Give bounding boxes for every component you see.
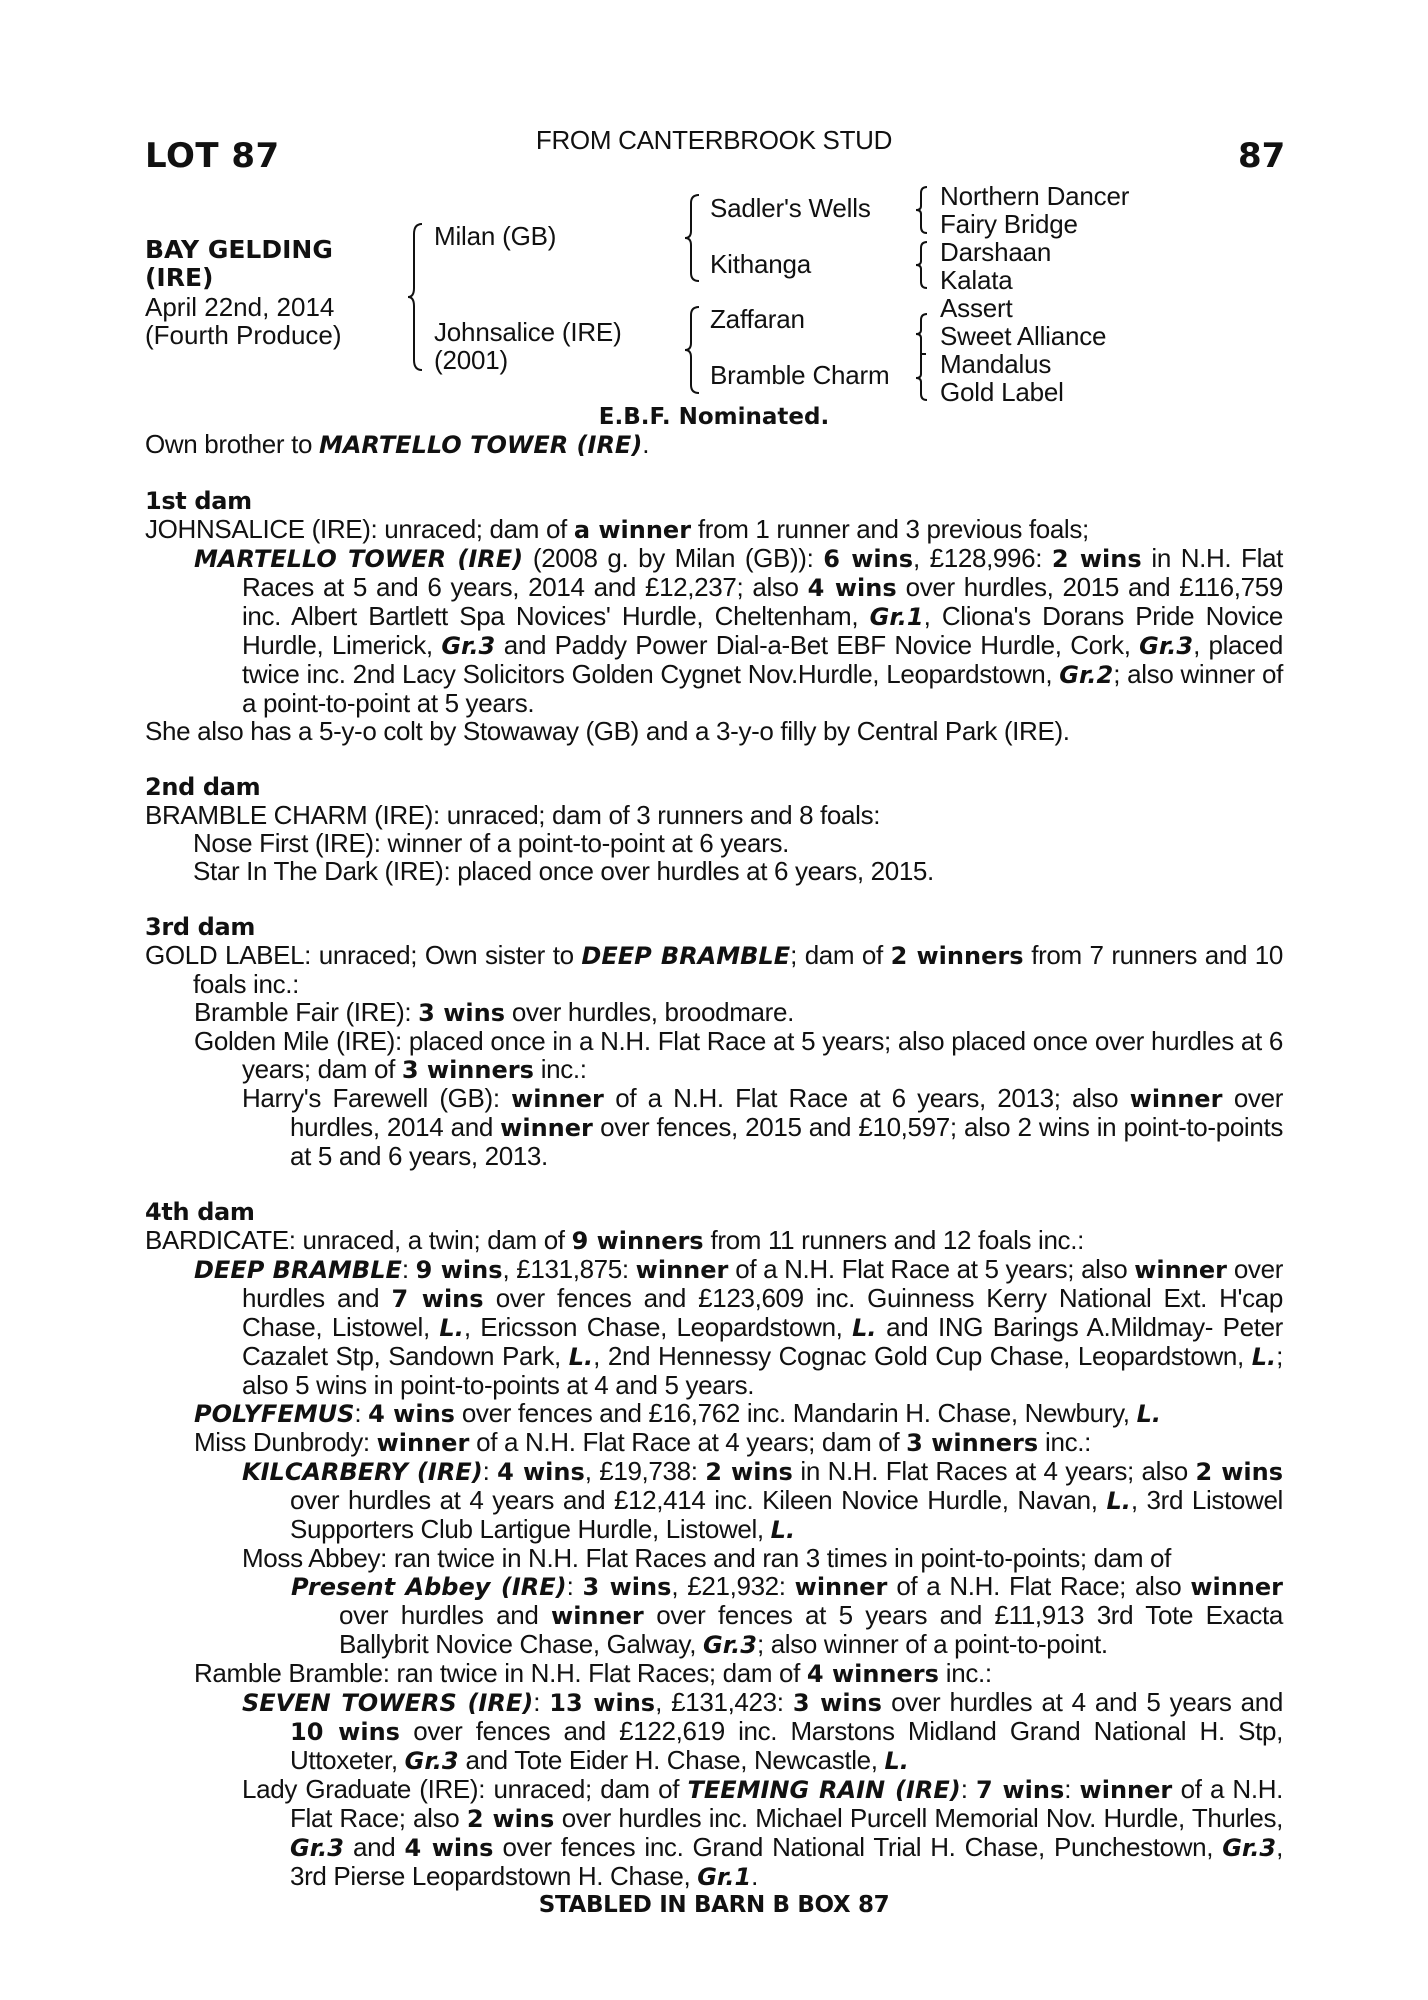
fourth-dam-p9 [145,1688,1283,1775]
fourth-dam-p3 [145,1399,1283,1428]
lot-label: LOT 87 [145,136,280,176]
text-run: in N.H. Flat Races at 5 and 6 years, 2014 and £12,237; also [242,543,1283,602]
text-run: ; also winner of a point-to-point at 5 years. [242,659,1284,718]
text-run: , 2nd Hennessy Cognac Gold Cup Chase, Leopardstown, [593,1341,1252,1371]
text-run: Own brother to [145,429,319,459]
pedigree-dam: Johnsalice (IRE) [434,317,622,347]
horse-title [145,236,333,292]
emphasis-text: 7 wins [391,1285,484,1313]
text-run: , 3rd Listowel Supporters Club Lartigue Hurdle, Listowel, [290,1485,1283,1544]
text-run: . [751,1861,759,1891]
pedigree-brace-g2 [914,240,930,290]
pedigree-dam-year: (2001) [434,345,508,375]
pedigree-dam-dam: Bramble Charm [710,360,890,390]
text-run: over hurdles at 4 and 5 years and [881,1687,1284,1717]
second-dam-p1: BRAMBLE CHARM (IRE): unraced; dam of 3 runners and 8 foals: [145,800,881,830]
text-run: of a N.H. Flat Race at 6 years, 2013; also [603,1083,1130,1113]
horse-name: KILCARBERY (IRE) [242,1458,483,1486]
emphasis-text: winner [1134,1256,1227,1284]
pedigree-dam-sire: Zaffaran [710,304,805,334]
text-run: ; dam of [790,940,891,970]
third-dam-p1 [145,941,1283,998]
emphasis-text: 4 wins [497,1458,585,1486]
text-run: over fences, 2015 and £10,597; also 2 wins in point-to-points at 5 and 6 years, 2013. [290,1112,1283,1171]
text-run: over hurdles, 2015 and £116,759 inc. Albert Bartlett Spa Novices' Hurdle, Cheltenham, [242,572,1283,631]
horse-name: MARTELLO TOWER (IRE) [194,545,524,573]
text-run: Lady Graduate (IRE): unraced; dam of [242,1774,688,1804]
third-dam-p3 [145,1027,1283,1084]
pedigree-brace-g1 [914,185,930,235]
text-run: , Ericsson Chase, Leopardstown, [463,1312,853,1342]
text-run: : [960,1774,976,1804]
pedigree-g-3: Darshaan [940,237,1052,267]
first-dam-p1 [145,515,1283,544]
pedigree-sire-dam: Kithanga [710,249,812,279]
emphasis-text: winner [376,1429,470,1457]
grade-label: Gr.3 [703,1631,757,1659]
text-run: of a N.H. Flat Race at 5 years; also [728,1254,1135,1284]
grade-label: L. [439,1314,464,1342]
emphasis-text: winner [1079,1776,1173,1804]
text-run: from 1 runner and 3 previous foals; [691,514,1089,544]
first-dam-p3: She also has a 5-y-o colt by Stowaway (GB) and a 3-y-o filly by Central Park (IRE). [145,716,1070,746]
emphasis-text: 2 wins [705,1458,793,1486]
emphasis-text: winner [500,1114,593,1142]
horse-details [145,293,342,349]
emphasis-text: 4 winners [806,1660,939,1688]
grade-label: L. [884,1747,909,1775]
consignor: FROM CANTERBROOK STUD [535,125,893,155]
fourth-dam-p5 [145,1457,1283,1544]
text-run: : [401,1254,416,1284]
text-run: . [642,429,650,459]
emphasis-text: 3 winners [401,1056,534,1084]
text-run: over fences and £122,619 inc. Marstons Midland Grand National H. Stp, Uttoxeter, [290,1716,1283,1775]
text-run: : [533,1687,550,1717]
pedigree-g-4: Kalata [940,265,1013,295]
emphasis-text: 4 wins [807,574,897,602]
text-run: over hurdles and [242,1254,1284,1313]
text-run: inc.: [1038,1427,1091,1457]
emphasis-text: 3 wins [418,999,505,1027]
text-run: , £19,738: [584,1456,706,1486]
horse-name: DEEP BRAMBLE [581,942,791,970]
text-run: (2008 g. by Milan (GB)): [523,543,824,573]
text-run: Miss Dunbrody: [194,1427,377,1457]
grade-label: Gr.2 [1059,661,1114,689]
pedigree-g-2: Fairy Bridge [940,209,1078,239]
grade-label: Gr.3 [290,1834,344,1862]
emphasis-text: 2 winners [890,942,1024,970]
text-run: over hurdles inc. Michael Purcell Memorial Nov. Hurdle, Thurles, [554,1803,1284,1833]
pedigree-brace-main [406,222,426,372]
pedigree-brace-g3 [914,312,930,402]
text-run: over fences and £16,762 inc. Mandarin H. Chase, Newbury, [454,1398,1137,1428]
emphasis-text: winner [794,1573,888,1601]
text-run: from 7 runners and 10 foals inc.: [193,940,1283,999]
text-run: : [566,1571,583,1601]
text-run: inc.: [533,1054,587,1084]
emphasis-text: a winner [573,516,692,544]
emphasis-text: 13 wins [549,1689,656,1717]
ebf-nominated: E.B.F. Nominated. [598,404,830,430]
own-brother-note [145,430,1283,459]
second-dam-p2: Nose First (IRE): winner of a point-to-point at 6 years. [193,828,789,858]
text-run: ; also winner of a point-to-point. [756,1629,1108,1659]
horse-name: POLYFEMUS [194,1400,355,1428]
fourth-dam-p2 [145,1255,1283,1399]
emphasis-text: 3 winners [906,1429,1039,1457]
emphasis-text: 7 wins [975,1776,1065,1804]
stabling-info: STABLED IN BARN B BOX 87 [538,1892,890,1918]
fourth-dam-p6: Moss Abbey: ran twice in N.H. Flat Races and ran 3 times in point-to-points; dam of [242,1543,1172,1573]
text-run: of a N.H. Flat Race; also [887,1571,1191,1601]
text-run: ; also 5 wins in point-to-points at 4 and 5 years. [242,1341,1283,1400]
grade-label: Gr.3 [1222,1834,1277,1862]
fourth-dam-p4 [145,1428,1283,1457]
text-run: : [354,1398,369,1428]
fourth-dam-p8 [145,1659,1283,1688]
emphasis-text: 9 winners [571,1227,704,1255]
fourth-dam-p10 [145,1775,1283,1891]
text-run: JOHNSALICE (IRE): unraced; dam of [145,514,574,544]
fourth-dam-p1 [145,1226,1283,1255]
produce-note: (Fourth Produce) [145,320,342,350]
text-run: Golden Mile (IRE): placed once in a N.H. Flat Race at 5 years; also placed once over hurdles at 6 years; dam of [194,1026,1283,1084]
text-run: , £131,875: [502,1254,636,1284]
emphasis-text: 3 wins [582,1573,672,1601]
horse-name: Present Abbey (IRE) [291,1573,567,1601]
text-run: , £131,423: [655,1687,793,1717]
text-run: GOLD LABEL: unraced; Own sister to [145,940,582,970]
text-run: and Tote Eider H. Chase, Newcastle, [458,1745,885,1775]
text-run: and [343,1832,405,1862]
grade-label: Gr.1 [697,1863,752,1891]
pedigree-g-7: Mandalus [940,349,1052,379]
text-run: and ING Barings A.Mildmay- Peter Cazalet Stp, Sandown Park, [242,1312,1283,1371]
grade-label: L. [1106,1487,1131,1515]
text-run: : [482,1456,498,1486]
emphasis-text: 2 wins [1051,545,1142,573]
lot-number: 87 [1238,136,1286,176]
text-run: over hurdles at 4 years and £12,414 inc. Kileen Novice Hurdle, Navan, [290,1485,1107,1515]
second-dam-p3: Star In The Dark (IRE): placed once over hurdles at 6 years, 2015. [193,856,934,886]
text-run: and Paddy Power Dial-a-Bet EBF Novice Hurdle, Cork, [495,630,1140,660]
first-dam-heading: 1st dam [145,487,252,515]
text-run: over fences inc. Grand National Trial H. Chase, Punchestown, [493,1832,1223,1862]
horse-name: SEVEN TOWERS (IRE) [242,1689,534,1717]
fourth-dam-heading: 4th dam [145,1198,255,1226]
own-brother-horse: MARTELLO TOWER (IRE) [318,431,643,459]
pedigree-g-6: Sweet Alliance [940,321,1107,351]
second-dam-heading: 2nd dam [145,773,261,801]
grade-label: L. [1136,1400,1161,1428]
pedigree-brace-dam [683,305,703,395]
pedigree-sire-sire: Sadler's Wells [710,193,871,223]
text-run: , £128,996: [912,543,1052,573]
horse-name: TEEMING RAIN (IRE) [687,1776,961,1804]
emphasis-text: 2 wins [466,1805,555,1833]
text-run: Ramble Bramble: ran twice in N.H. Flat Races; dam of [194,1658,807,1688]
text-run: in N.H. Flat Races at 4 years; also [792,1456,1196,1486]
foaling-date: April 22nd, 2014 [145,292,335,322]
grade-label: Gr.3 [441,632,496,660]
emphasis-text: 4 wins [404,1834,494,1862]
emphasis-text: winner [1129,1085,1223,1113]
third-dam-heading: 3rd dam [145,913,256,941]
text-run: of a N.H. Flat Race at 4 years; dam of [469,1427,907,1457]
pedigree-sire: Milan (GB) [434,221,557,251]
text-run: , 3rd Pierse Leopardstown H. Chase, [290,1832,1284,1891]
text-run: from 11 runners and 12 foals inc.: [703,1225,1084,1255]
fourth-dam-p7 [145,1572,1283,1659]
emphasis-text: 6 wins [823,545,913,573]
third-dam-p4 [145,1084,1283,1170]
first-dam-p2 [145,544,1283,717]
catalogue-body [145,430,1283,1919]
emphasis-text: 9 wins [415,1256,503,1284]
text-run: , Cliona's Dorans Pride Novice Hurdle, Limerick, [242,601,1283,660]
text-run: over hurdles, 2014 and [290,1083,1283,1142]
pedigree-g-1: Northern Dancer [940,181,1130,211]
grade-label: Gr.3 [404,1747,459,1775]
pedigree-brace-sire [683,193,703,283]
text-run: , £21,932: [671,1571,795,1601]
text-run: over hurdles, broodmare. [504,997,794,1027]
emphasis-text: 3 wins [792,1689,882,1717]
text-run: over fences at 5 years and £11,913 3rd Tote Exacta Ballybrit Novice Chase, Galway, [339,1600,1283,1659]
text-run: Harry's Farewell (GB): [242,1083,512,1113]
third-dam-p2 [145,998,1283,1027]
grade-label: L. [1251,1343,1277,1371]
grade-label: Gr.1 [869,603,924,631]
text-run: of a N.H. Flat Race; also [290,1774,1284,1833]
text-run: : [1064,1774,1080,1804]
emphasis-text: winner [511,1085,604,1113]
horse-title-line1: BAY GELDING [145,235,333,264]
horse-title-line2: (IRE) [145,263,214,292]
text-run: over fences and £123,609 inc. Guinness Kerry National Ext. H'cap Chase, Listowel, [242,1283,1283,1342]
grade-label: L. [770,1516,796,1544]
pedigree-g-8: Gold Label [940,377,1064,407]
emphasis-text: 2 wins [1195,1458,1283,1486]
emphasis-text: 10 wins [290,1718,400,1746]
grade-label: L. [852,1314,877,1342]
pedigree-g-5: Assert [940,293,1013,323]
grade-label: Gr.3 [1139,632,1194,660]
emphasis-text: winner [551,1602,644,1630]
emphasis-text: 4 wins [368,1400,455,1428]
text-run: inc.: [938,1658,992,1688]
text-run: BARDICATE: unraced, a twin; dam of [145,1225,572,1255]
grade-label: L. [568,1343,594,1371]
text-run: Bramble Fair (IRE): [194,997,419,1027]
emphasis-text: winner [635,1256,729,1284]
horse-name: DEEP BRAMBLE [194,1256,402,1284]
text-run: over hurdles and [339,1600,552,1630]
text-run: , placed twice inc. 2nd Lacy Solicitors Golden Cygnet Nov.Hurdle, Leopardstown, [242,630,1283,689]
emphasis-text: winner [1190,1573,1283,1601]
